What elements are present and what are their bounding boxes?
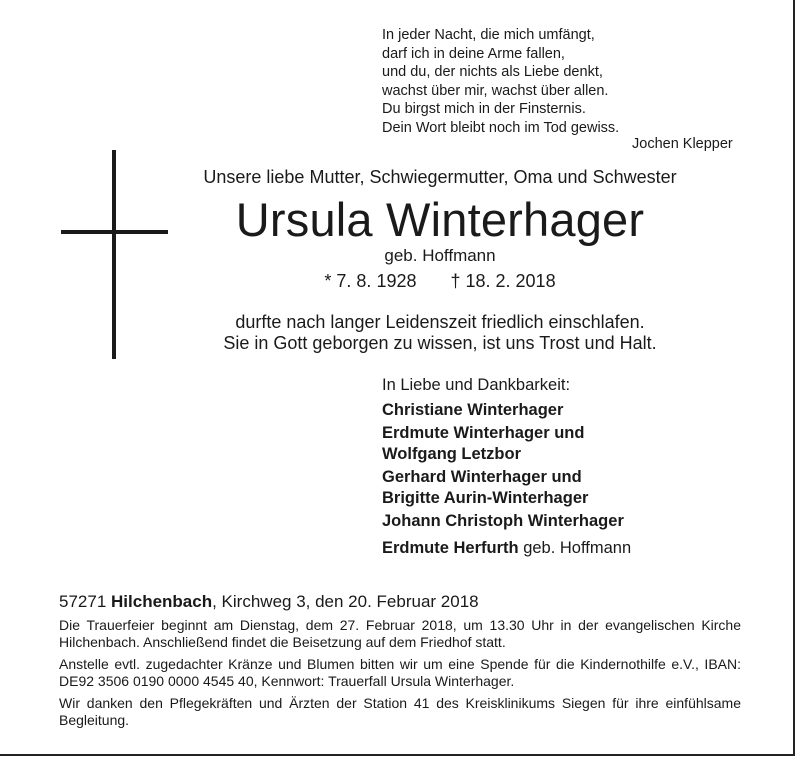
thanks-info: Wir danken den Pflegekräften und Ärzten der Station 41 des Kreisklinikums Siegen für ihre einfühlsame Begleitung. bbox=[59, 695, 741, 728]
poem-line: In jeder Nacht, die mich umfängt, bbox=[382, 27, 595, 43]
family-member-line: Gerhard Winterhager und bbox=[382, 468, 582, 486]
poem-line: Dein Wort bleibt noch im Tod gewiss. bbox=[382, 119, 620, 136]
cross-vertical-bar bbox=[112, 150, 116, 359]
place-date-line bbox=[59, 591, 741, 613]
message-line: durfte nach langer Leidenszeit friedlich einschlafen. bbox=[235, 312, 645, 332]
poem-line: darf ich in deine Arme fallen, bbox=[382, 45, 565, 62]
family-member bbox=[382, 467, 631, 509]
family-list bbox=[382, 375, 631, 559]
family-member-line: Johann Christoph Winterhager bbox=[382, 512, 624, 530]
poem bbox=[382, 26, 619, 138]
death-message bbox=[190, 312, 690, 354]
family-member bbox=[382, 400, 631, 421]
place-rest: , Kirchweg 3, den 20. Februar 2018 bbox=[212, 592, 479, 611]
birth-name: geb. Hoffmann bbox=[384, 246, 496, 265]
family-member-line: Christiane Winterhager bbox=[382, 401, 564, 419]
family-member bbox=[382, 511, 631, 532]
death-date: † 18. 2. 2018 bbox=[450, 271, 556, 291]
poem-line: wachst über mir, wachst über allen. bbox=[382, 82, 609, 99]
family-member-name: Erdmute Herfurth bbox=[382, 539, 519, 557]
family-member bbox=[382, 423, 631, 465]
postcode: 57271 bbox=[59, 592, 107, 611]
family-member-birthname: geb. Hoffmann bbox=[523, 539, 632, 557]
family-member bbox=[382, 538, 631, 559]
cross-horizontal-bar bbox=[61, 230, 168, 234]
life-dates bbox=[190, 270, 690, 292]
footer bbox=[59, 591, 741, 734]
donation-info: Anstelle evtl. zugedachter Kränze und Blumen bitten wir um eine Spende für die Kindernothilfe e.V., IBAN: DE92 3506 0190 0000 4545 40, Kennwort: Trauerfall Ursula Winterhager. bbox=[59, 656, 741, 689]
notice-intro: Unsere liebe Mutter, Schwiegermutter, Oma und Schwester bbox=[203, 167, 677, 187]
town: Hilchenbach bbox=[111, 592, 213, 611]
message-line: Sie in Gott geborgen zu wissen, ist uns Trost und Halt. bbox=[223, 333, 657, 353]
birth-date: * 7. 8. 1928 bbox=[324, 271, 417, 291]
family-member-line: Brigitte Aurin-Winterhager bbox=[382, 489, 589, 507]
deceased-name: Ursula Winterhager bbox=[235, 193, 645, 246]
family-member-line: Erdmute Winterhager und bbox=[382, 424, 585, 442]
poem-line: und du, der nichts als Liebe denkt, bbox=[382, 64, 603, 81]
funeral-info: Die Trauerfeier beginnt am Dienstag, dem 27. Februar 2018, um 13.30 Uhr in der evangelischen Kirche Hilchenbach. Anschließend findet die Beisetzung auf dem Friedhof statt. bbox=[59, 617, 741, 650]
poem-author: Jochen Klepper bbox=[632, 136, 733, 152]
family-member-line: Wolfgang Letzbor bbox=[382, 445, 522, 463]
poem-line: Du birgst mich in der Finsternis. bbox=[382, 101, 586, 118]
family-intro: In Liebe und Dankbarkeit: bbox=[382, 376, 571, 394]
